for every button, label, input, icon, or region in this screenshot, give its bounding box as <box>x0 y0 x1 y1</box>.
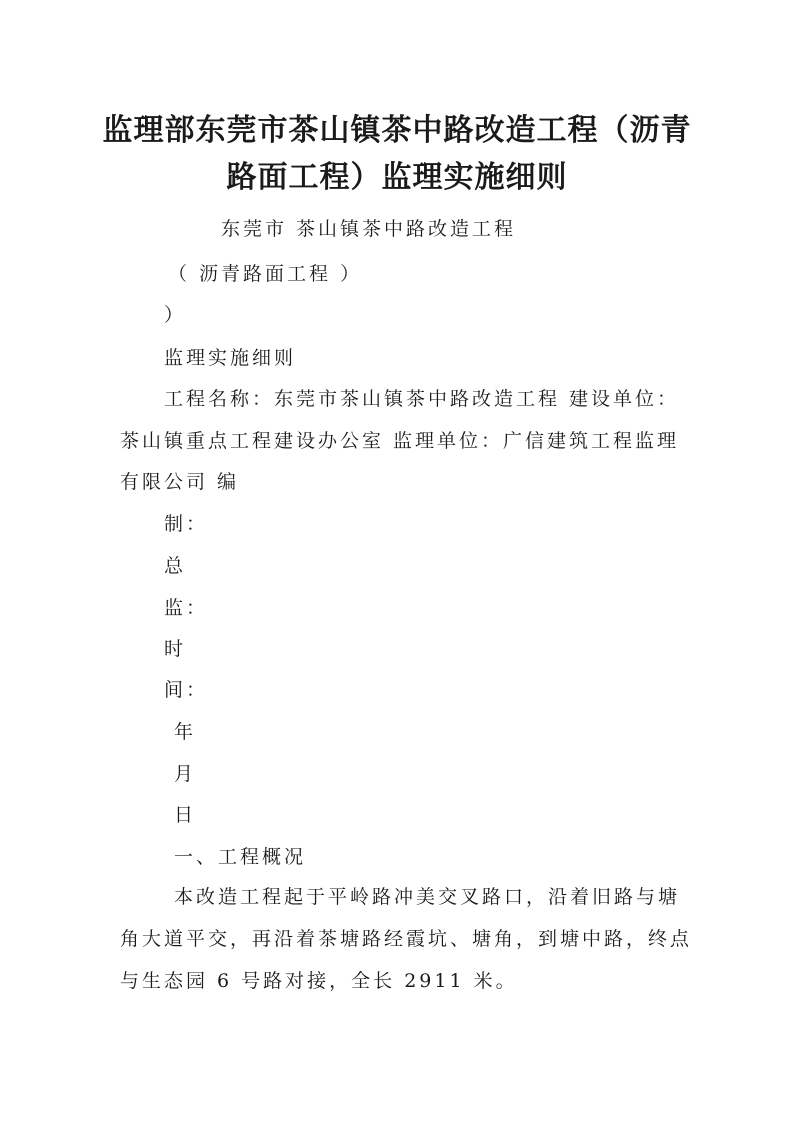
project-info-line-3: 有限公司 编 <box>120 471 240 493</box>
overview-paragraph-line-2: 角大道平交，再沿着茶塘路经霞坑、塘角，到塘中路，终点 <box>120 928 693 950</box>
project-info-line-2: 茶山镇重点工程建设办公室 监理单位：广信建筑工程监理 <box>120 430 680 452</box>
compiler-label: 制： <box>164 513 209 535</box>
closing-parenthesis: ） <box>164 304 187 326</box>
overview-paragraph-line-3: 与生态园 6 号路对接，全长 2911 米。 <box>120 970 518 992</box>
chief-label-2: 监： <box>164 597 209 619</box>
project-scope-subtitle: （ 沥青路面工程 ） <box>168 263 363 285</box>
section-heading-overview: 一、工程概况 <box>174 846 307 868</box>
day-label: 日 <box>174 804 197 826</box>
project-name-subtitle: 东莞市 茶山镇茶中路改造工程 <box>221 218 517 240</box>
document-title-line-2: 路面工程）监理实施细则 <box>226 160 568 195</box>
document-type-label: 监理实施细则 <box>164 347 297 369</box>
month-label: 月 <box>174 763 197 785</box>
chief-label-1: 总 <box>164 555 187 577</box>
project-info-line-1: 工程名称：东莞市茶山镇茶中路改造工程 建设单位： <box>164 388 680 410</box>
year-label: 年 <box>174 721 197 743</box>
time-label-2: 间： <box>164 679 209 701</box>
overview-paragraph-line-1: 本改造工程起于平岭路冲美交叉路口，沿着旧路与塘 <box>174 886 681 908</box>
time-label-1: 时 <box>164 638 187 660</box>
document-title-line-1: 监理部东莞市茶山镇茶中路改造工程（沥青 <box>102 113 692 148</box>
